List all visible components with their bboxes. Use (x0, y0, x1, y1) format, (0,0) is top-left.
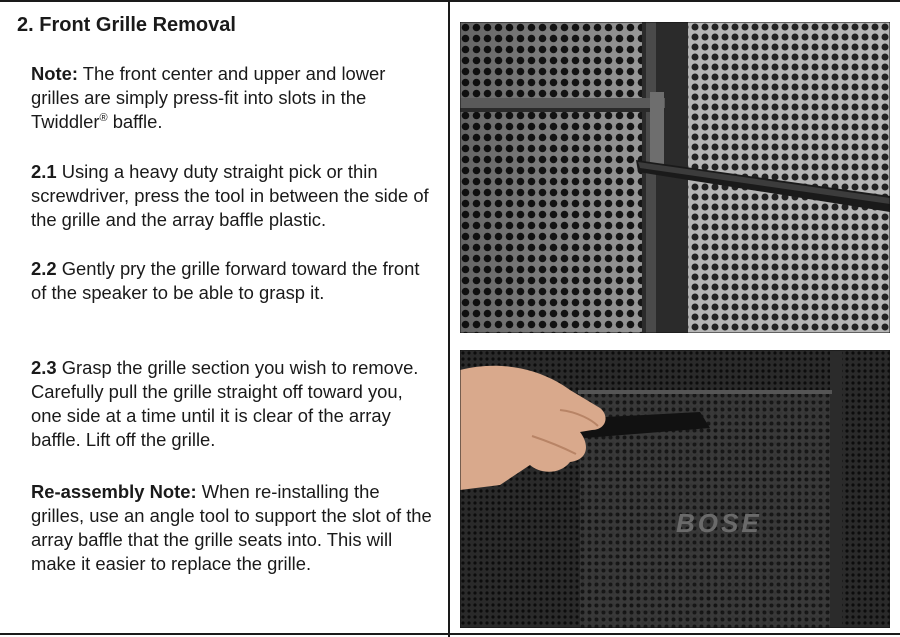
top-rule (0, 0, 900, 2)
reassembly-label: Re-assembly Note: (31, 481, 197, 502)
bose-logo (676, 508, 762, 538)
step-2-2-paragraph (31, 257, 436, 305)
step-text: Grasp the grille section you wish to remove. Carefully pull the grille straight off toward you, one side at a time until it is clear of the array baffle. Lift off the grille. (31, 357, 419, 450)
step-number: 2.3 (31, 357, 57, 378)
step-2-1-paragraph (31, 160, 436, 232)
step-text: Gently pry the grille forward toward the front of the speaker to be able to grasp it. (31, 258, 420, 303)
step-number: 2.1 (31, 161, 57, 182)
note-paragraph (31, 62, 436, 134)
bose-logo-text: BOSE (676, 508, 762, 538)
note-text-after: baffle. (107, 111, 163, 132)
registered-mark: ® (99, 111, 108, 124)
reassembly-note-paragraph (31, 480, 436, 576)
note-label: Note: (31, 63, 78, 84)
photo-screwdriver-pry-image (460, 22, 890, 333)
step-2-3-paragraph (31, 356, 436, 452)
note-text-before: The front center and upper and lower grilles are simply press-fit into slots in the Twiddler (31, 63, 386, 132)
bottom-rule (0, 633, 900, 635)
photo-screwdriver-pry (460, 22, 890, 333)
column-divider (448, 0, 450, 637)
step-text: Using a heavy duty straight pick or thin screwdriver, press the tool in between the side of the grille and the array baffle plastic. (31, 161, 429, 230)
photo-grille-removal (460, 350, 890, 628)
reassembly-text: When re-installing the grilles, use an angle tool to support the slot of the array baffle that the grille seats into. This will make it easier to replace the grille. (31, 481, 432, 574)
step-number: 2.2 (31, 258, 57, 279)
photo-grille-removal-image (460, 350, 890, 628)
section-heading: 2. Front Grille Removal (17, 14, 236, 36)
